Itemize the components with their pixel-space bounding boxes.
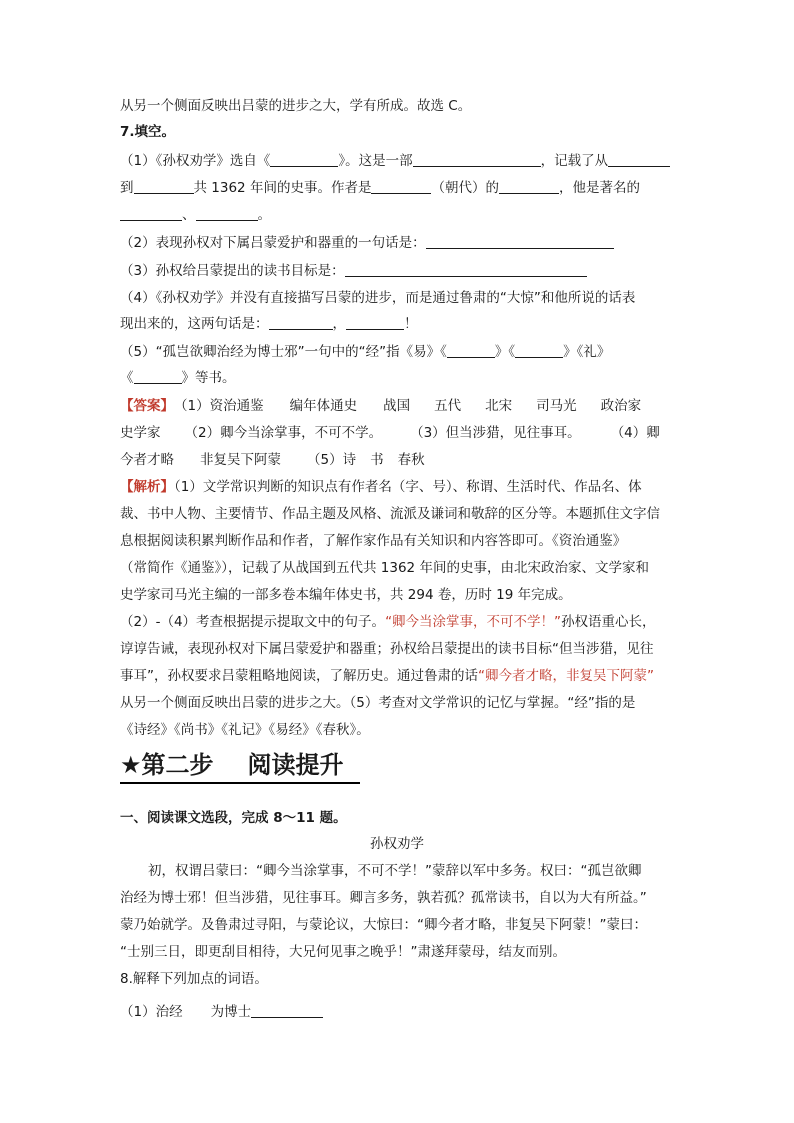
answer-item: 史学家 — [120, 425, 161, 441]
q7-text: 》。这是一部 — [338, 153, 413, 169]
q7-text: ！ — [404, 316, 418, 332]
answer-item: 今者才略 — [120, 452, 174, 468]
answer-item: （2）卿今当涂掌事，不可不学。 — [184, 425, 383, 441]
analysis-line-1 — [120, 477, 642, 497]
analysis-text: 事耳” — [120, 668, 154, 684]
analysis-line-2: 裁、书中人物、主要情节、作品主题及风格、流派及谦词和敬辞的区分等。本题抓住文字信 — [120, 506, 660, 522]
blank-care-sentence[interactable] — [426, 234, 614, 249]
q7-title: 7.填空。 — [120, 124, 176, 140]
q8-title: 8.解释下列加点的词语。 — [120, 971, 268, 987]
analysis-text: 孙权语重心长， — [561, 614, 656, 630]
analysis-text: ，孙权要求吕蒙粗略地阅读，了解历史。通过鲁肃的话 — [154, 668, 478, 684]
section-name: 阅读提升 — [247, 751, 344, 779]
blank-reading-goal[interactable] — [345, 262, 587, 277]
answer-item: 非复吴下阿蒙 — [200, 452, 281, 468]
answer-item: 编年体通史 — [289, 398, 358, 414]
answer-item: （3）但当涉猎，见往事耳。 — [410, 425, 581, 441]
q7-text: 《 — [120, 370, 134, 386]
q7-line-5 — [120, 261, 587, 281]
answer-line-1 — [120, 396, 641, 416]
q7-line-6: （4）《孙权劝学》并没有直接描写吕蒙的进步，而是通过鲁肃的“大惊”和他所说的话表 — [120, 290, 636, 306]
q7-text: 。 — [257, 207, 271, 223]
section-underline — [120, 782, 360, 784]
analysis-line-5: 史学家司马光主编的一部多卷本编年体史书，共 294 卷，历时 19 年完成。 — [120, 587, 572, 603]
q7-line-9 — [120, 368, 236, 388]
analysis-line-10: 《诗经》《尚书》《礼记》《易经》《春秋》。 — [120, 722, 370, 738]
answer-item: 春秋 — [397, 452, 425, 468]
analysis-line-4: （常简作《通鉴》），记载了从战国到五代共 1362 年间的史事，由北宋政治家、文学家和 — [120, 560, 649, 576]
answer-item: 五代 — [434, 398, 462, 414]
answer-item: 书 — [370, 452, 384, 468]
reading-heading: 一、阅读课文选段，完成 8～11 题。 — [120, 810, 347, 826]
blank-classic-1[interactable] — [447, 343, 495, 358]
answer-tag: 【答案】 — [120, 398, 174, 414]
answer-line-2 — [120, 423, 660, 443]
analysis-text: （2）-（4）考查根据提示提取文中的句子。 — [120, 614, 386, 630]
blank-classic-3[interactable] — [134, 369, 182, 384]
q7-text: 现出来的，这两句话是： — [120, 316, 269, 332]
q7-text: （1）《孙权劝学》选自《 — [120, 153, 271, 169]
star-icon: ★ — [120, 751, 142, 779]
passage-title: 孙权劝学 — [370, 836, 424, 852]
q8-text: 为博士 — [210, 1004, 252, 1020]
q7-text: ， — [332, 316, 346, 332]
q7-text: （5）“孤岂欲卿治经为博士邪”一句中的“经”指《易》《 — [120, 344, 447, 360]
blank-source[interactable] — [270, 152, 338, 167]
blank-author[interactable] — [499, 179, 559, 194]
blank-role-2[interactable] — [196, 206, 258, 221]
analysis-line-3: 息根据阅读积累判断作品和作者，了解作家作品有关知识和内容答即可。《资治通鉴》 — [120, 533, 627, 549]
q7-text: （朝代）的 — [431, 180, 499, 196]
q7-line-3 — [120, 205, 271, 225]
q7-line-8 — [120, 342, 610, 362]
analysis-quote: “卿今当涂掌事，不可不学！” — [385, 614, 562, 630]
blank-dynasty[interactable] — [371, 179, 431, 194]
q7-text: ，他是著名的 — [558, 180, 640, 196]
blank-end-era[interactable] — [134, 179, 194, 194]
analysis-line-9: 从另一个侧面反映出吕蒙的进步之大。（5）考查对文学常识的记忆与掌握。“经”指的是 — [120, 695, 636, 711]
analysis-quote: “卿今者才略，非复吴下阿蒙” — [478, 668, 654, 684]
passage-line-4: “士别三日，即更刮目相待，大兄何见事之晚乎！”肃遂拜蒙母，结友而别。 — [120, 944, 566, 960]
blank-genre[interactable] — [413, 152, 541, 167]
analysis-line-8 — [120, 666, 654, 686]
answer-item: （1）资治通鉴 — [174, 398, 264, 414]
q7-text: 》《 — [494, 344, 516, 360]
analysis-line-7: 谆谆告诫，表现孙权对下属吕蒙爱护和器重；孙权给吕蒙提出的读书目标“但当涉猎，见往 — [120, 641, 654, 657]
q7-line-2 — [120, 178, 640, 198]
blank-boshi[interactable] — [251, 1003, 323, 1018]
q8-text: （1）治经 — [120, 1004, 183, 1020]
q7-line-4 — [120, 233, 614, 253]
q7-text: ，记载了从 — [540, 153, 609, 169]
passage-line-2: 治经为博士邪！但当涉猎，见往事耳。卿言多务，孰若孤？孤常读书，自以为大有所益。” — [120, 890, 647, 906]
answer-item: 司马光 — [536, 398, 577, 414]
section-heading — [120, 748, 344, 782]
q8-item-1 — [120, 1002, 323, 1022]
q7-text: （2）表现孙权对下属吕蒙爱护和器重的一句话是： — [120, 235, 426, 251]
answer-line-3 — [120, 450, 425, 470]
passage-line-1: 初，权谓吕蒙曰：“卿今当涂掌事，不可不学！”蒙辞以军中多务。权曰：“孤岂欲卿 — [148, 863, 642, 879]
blank-role-1[interactable] — [120, 206, 182, 221]
answer-item: 政治家 — [600, 398, 642, 414]
answer-item: （5）诗 — [307, 452, 357, 468]
q7-text: 到 — [120, 180, 134, 196]
q7-text: 》等书。 — [181, 370, 236, 386]
q7-text: 共 1362 年间的史事。作者是 — [193, 180, 372, 196]
passage-line-3: 蒙乃始就学。及鲁肃过寻阳，与蒙论议，大惊曰：“卿今者才略，非复吴下阿蒙！”蒙曰： — [120, 917, 647, 933]
answer-item: 战国 — [383, 398, 411, 414]
q7-line-7 — [120, 314, 418, 334]
answer-item: 北宋 — [485, 398, 513, 414]
q7-text: 》《礼》 — [563, 344, 611, 360]
blank-quote-2[interactable] — [346, 315, 404, 330]
blank-quote-1[interactable] — [269, 315, 333, 330]
q7-text: （3）孙权给吕蒙提出的读书目标是： — [120, 263, 345, 279]
analysis-text: （1）文学常识判断的知识点有作者名（字、号）、称谓、生活时代、作品名、体 — [174, 479, 642, 495]
q7-line-1 — [120, 151, 670, 171]
q7-text: 、 — [182, 207, 196, 223]
blank-start-era[interactable] — [608, 152, 670, 167]
intro-line: 从另一个侧面反映出吕蒙的进步之大，学有所成。故选 C。 — [120, 98, 472, 114]
analysis-line-6 — [120, 612, 656, 632]
section-step: 第二步 — [141, 751, 214, 779]
blank-classic-2[interactable] — [515, 343, 563, 358]
answer-item: （4）卿 — [610, 425, 660, 441]
analysis-tag: 【解析】 — [120, 479, 174, 495]
